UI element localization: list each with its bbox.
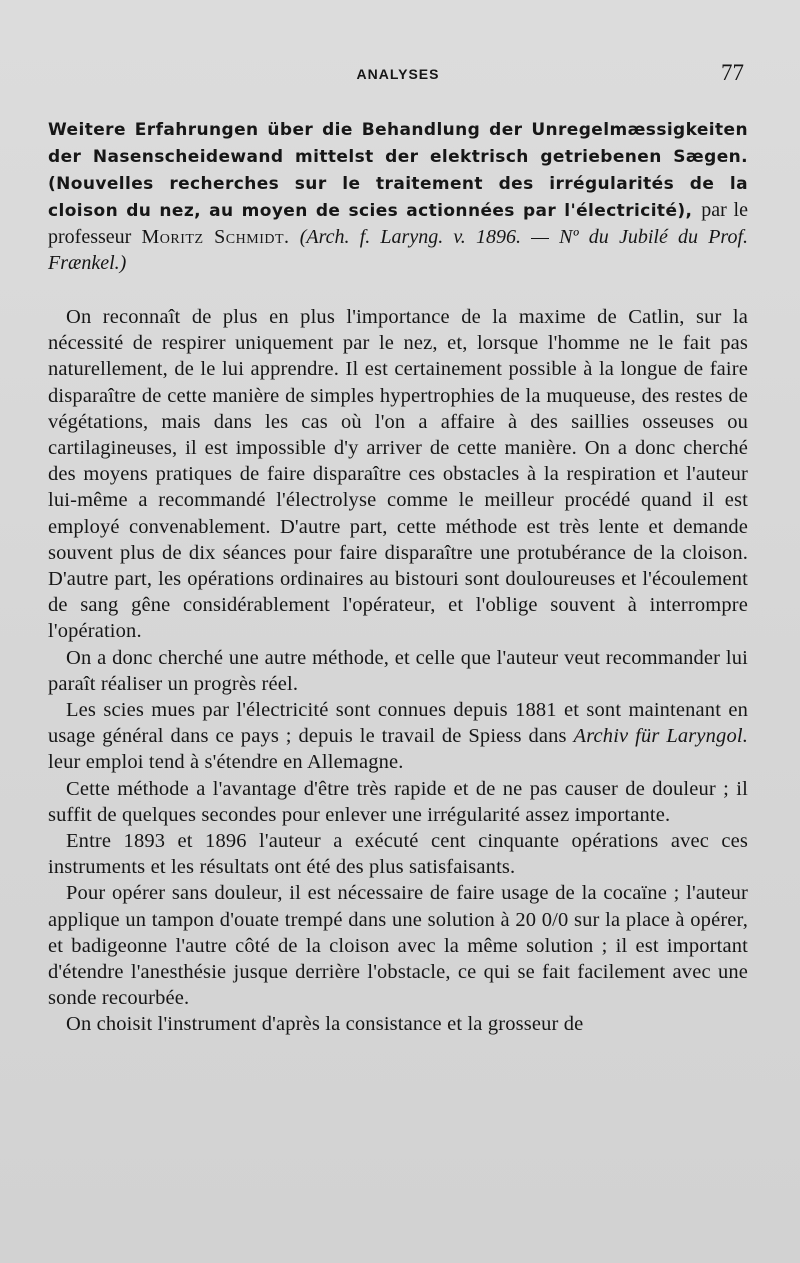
running-head <box>48 58 748 94</box>
source-reference: (Arch. f. Laryng. v. 1896. — Nº du Jubilé du Prof. Frænkel.) <box>48 226 749 274</box>
article-title-translation: (Nouvelles recherches sur le traitement des irrégularités de la cloison du nez, au moyen de scies actionnées par l'électricité), <box>48 174 748 221</box>
paragraph: Pour opérer sans douleur, il est nécessaire de faire usage de la cocaïne ; l'auteur applique un tampon d'ouate trempé dans une solution à 20 0/0 sur la place à opérer, et badigeonne l'autre côté de la cloison avec la même solution ; il est important d'étendre l'anesthésie jusque derrière l'obstacle, ce qui se fait facilement avec une sonde recourbée. <box>48 882 748 1010</box>
page-number: 77 <box>721 60 744 85</box>
paragraph-text: leur emploi tend à s'étendre en Allemagne. <box>48 751 404 774</box>
author-prefix: par le professeur <box>48 199 748 248</box>
journal-title: Archiv für Laryngol. <box>573 725 748 748</box>
paragraph: Entre 1893 et 1896 l'auteur a exécuté cent cinquante opérations avec ces instruments et les résultats ont été des plus satisfaisants. <box>48 830 748 879</box>
paragraph: On a donc cherché une autre méthode, et celle que l'auteur veut recommander lui paraît réaliser un progrès réel. <box>48 646 748 695</box>
paragraph-text: Les scies mues par l'électricité sont connues depuis 1881 et sont maintenant en usage général dans ce pays ; depuis le travail de Spiess dans <box>48 699 748 748</box>
article-title: Weitere Erfahrungen über die Behandlung der Unregelmæssigkeiten der Nasenscheidewand mittelst der elektrisch getriebenen Sægen. <box>48 120 748 167</box>
paragraph: Cette méthode a l'avantage d'être très rapide et de ne pas causer de douleur ; il suffit de quelques secondes pour enlever une irrégularité assez importante. <box>48 777 748 826</box>
running-title: ANALYSES <box>356 66 440 82</box>
article-body <box>48 304 748 1038</box>
paragraph: On choisit l'instrument d'après la consistance et la grosseur de <box>66 1013 584 1036</box>
author-name: Moritz Schmidt. <box>141 226 290 248</box>
article-heading <box>48 116 748 276</box>
paragraph <box>48 697 748 776</box>
paragraph: On reconnaît de plus en plus l'importance de la maxime de Catlin, sur la nécessité de respirer uniquement par le nez, et, lorsque l'homme ne le fait pas naturellement, de le lui apprendre. Il est certainement possible à la longue de faire disparaître de cette manière de simples hypertrophies de la muqueuse, des restes de végétations, mais dans les cas où l'on a affaire à des saillies osseuses ou cartilagineuses, il est impossible d'y arriver de cette manière. On a donc cherché des moyens pratiques de faire disparaître ces obstacles à la respiration et l'auteur lui-même a recommandé l'électrolyse comme le meilleur procédé quand il est employé convenablement. D'autre part, cette méthode est très lente et demande souvent plus de dix séances pour faire disparaître une protubérance de la cloison. D'autre part, les opérations ordinaires au bistouri sont douloureuses et l'écoulement de sang gêne considérablement l'opérateur, et l'oblige souvent à interrompre l'opération. <box>48 306 748 643</box>
